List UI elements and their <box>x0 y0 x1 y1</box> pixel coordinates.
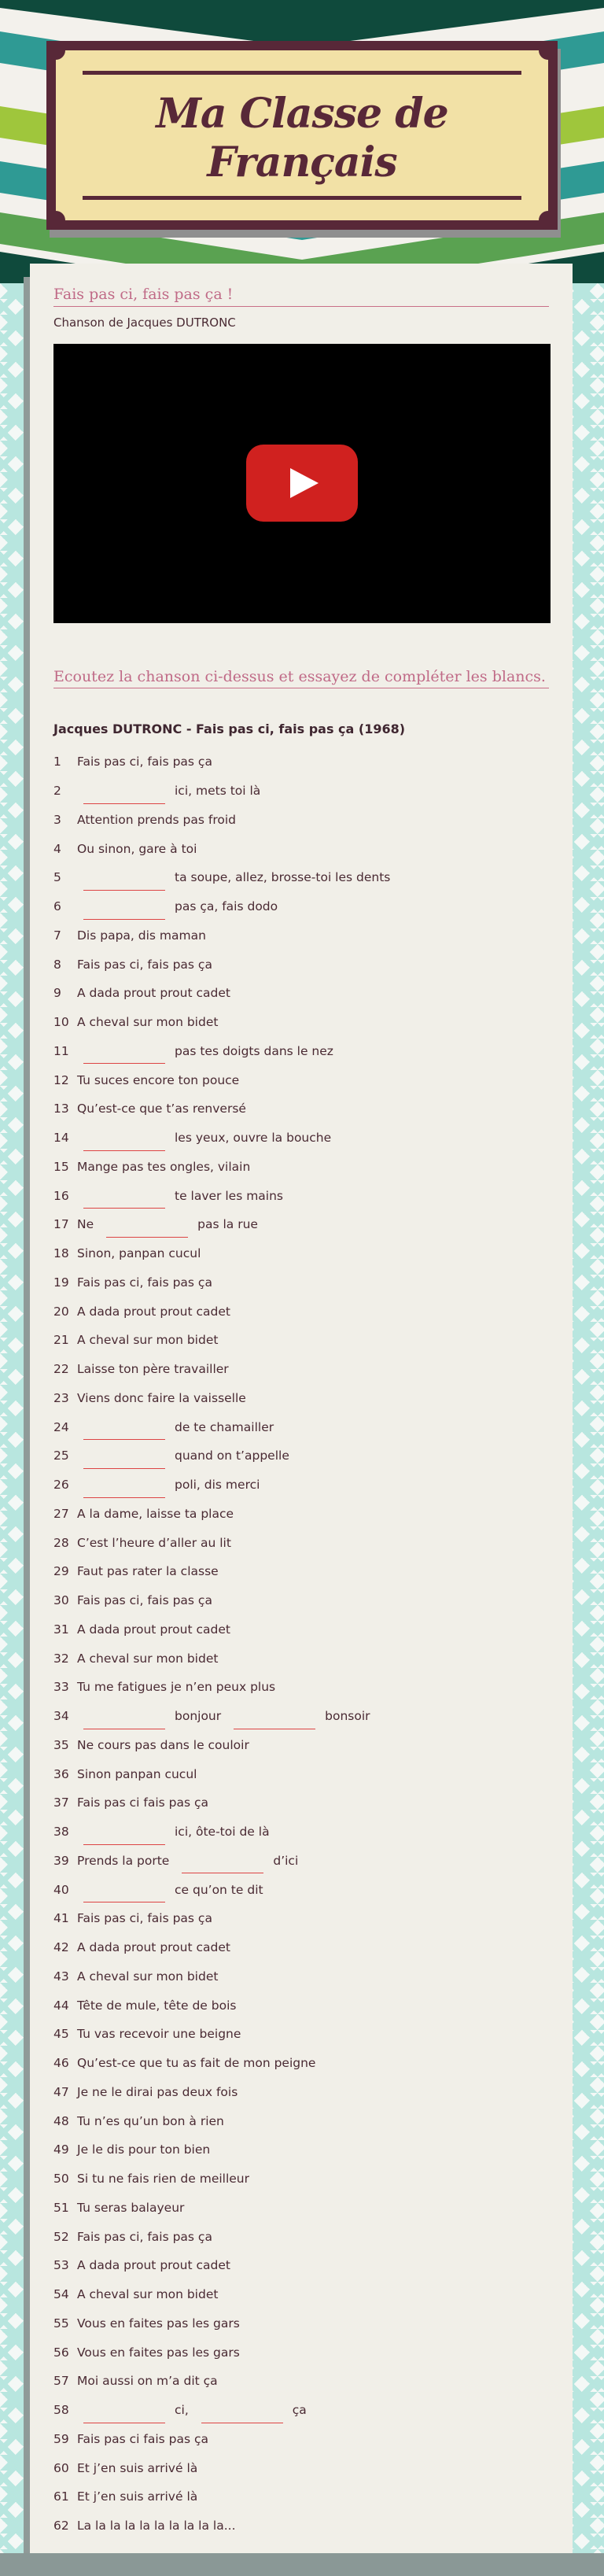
lyric-line <box>53 2222 557 2251</box>
lyric-text: ici, mets toi là <box>175 784 261 799</box>
lyric-text: Fais pas ci, fais pas ça <box>77 755 212 769</box>
lyric-line <box>53 1181 557 1210</box>
lyric-line <box>53 1991 557 2020</box>
lyric-text: Qu’est-ce que t’as renversé <box>77 1102 246 1116</box>
lyric-text: Et j’en suis arrivé là <box>77 2489 198 2504</box>
lyric-text: Qu’est-ce que tu as fait de mon peigne <box>77 2056 316 2071</box>
line-number: 32 <box>53 1651 69 1666</box>
lyric-line <box>53 2194 557 2223</box>
blank-input[interactable] <box>201 2402 283 2423</box>
line-number: 58 <box>53 2403 69 2418</box>
lyric-line <box>53 1586 557 1615</box>
lyric-line <box>53 1355 557 1384</box>
line-number: 24 <box>53 1419 69 1434</box>
blank-input[interactable] <box>83 1187 165 1209</box>
line-number: 6 <box>53 899 61 914</box>
line-number: 52 <box>53 2229 69 2244</box>
lyric-text: Sinon, panpan cucul <box>77 1246 201 1261</box>
lyrics-list <box>53 747 557 2541</box>
lyric-text: Laisse ton père travailler <box>77 1362 229 1377</box>
lyric-line <box>53 1094 557 1124</box>
lyric-text: Fais pas ci, fais pas ça <box>77 1911 212 1926</box>
lyric-line <box>53 921 557 950</box>
line-number: 16 <box>53 1188 69 1203</box>
line-number: 25 <box>53 1449 69 1463</box>
blank-input[interactable] <box>83 1881 165 1902</box>
lyric-text: Fais pas ci fais pas ça <box>77 1795 209 1810</box>
song-title: Jacques DUTRONC - Fais pas ci, fais pas ça (1968) <box>53 722 406 736</box>
footer-strip <box>0 2553 604 2576</box>
lyric-text: Tu suces encore ton pouce <box>77 1072 240 1087</box>
line-number: 37 <box>53 1795 69 1810</box>
lyric-line <box>53 2425 557 2454</box>
line-number: 31 <box>53 1622 69 1637</box>
lyric-text: Fais pas ci, fais pas ça <box>77 1593 212 1608</box>
site-title-line1: Ma Classe de <box>156 90 448 138</box>
lyric-text: A cheval sur mon bidet <box>77 1651 219 1666</box>
lyric-line <box>53 1268 557 1297</box>
lyric-line <box>53 1875 557 1904</box>
lyric-text: C’est l’heure d’aller au lit <box>77 1535 231 1550</box>
lyric-line <box>53 1037 557 1066</box>
content-card <box>30 264 573 2553</box>
lyric-text: Fais pas ci, fais pas ça <box>77 957 212 972</box>
video-player[interactable] <box>53 344 551 623</box>
lyric-line <box>53 2106 557 2135</box>
lyric-line <box>53 1500 557 1529</box>
lyric-text: Je ne le dirai pas deux fois <box>77 2084 238 2099</box>
line-number: 49 <box>53 2142 69 2157</box>
line-number: 48 <box>53 2113 69 2128</box>
lyric-text: Et j’en suis arrivé là <box>77 2460 198 2475</box>
lyric-line <box>53 1702 557 1731</box>
lyric-text: A dada prout prout cadet <box>77 986 230 1001</box>
lyric-text: de te chamailler <box>175 1419 274 1434</box>
lyric-text: Attention prends pas froid <box>77 812 236 827</box>
lyric-line <box>53 2396 557 2425</box>
lyric-line <box>53 2511 557 2541</box>
lyric-text: A la dame, laisse ta place <box>77 1506 234 1521</box>
lyric-text: les yeux, ouvre la bouche <box>175 1131 332 1146</box>
blank-input[interactable] <box>83 1824 165 1845</box>
line-number: 14 <box>53 1131 69 1146</box>
lyric-line <box>53 2020 557 2049</box>
lyric-text: bonsoir <box>325 1709 370 1724</box>
lyric-text: ci, <box>175 2403 189 2418</box>
lyric-text: A dada prout prout cadet <box>77 1304 230 1319</box>
lyric-line <box>53 1124 557 1153</box>
lyric-text: pas la rue <box>197 1217 258 1232</box>
lyric-line <box>53 1731 557 1760</box>
lyric-text: Tu seras balayeur <box>77 2200 185 2215</box>
line-number: 38 <box>53 1825 69 1840</box>
lyric-line <box>53 834 557 863</box>
lyric-text: Sinon panpan cucul <box>77 1766 197 1781</box>
line-number: 51 <box>53 2200 69 2215</box>
youtube-play-icon[interactable] <box>246 445 358 522</box>
lyric-text: pas ça, fais dodo <box>175 899 278 914</box>
line-number: 2 <box>53 784 61 799</box>
lyric-line <box>53 1818 557 1847</box>
lyric-line <box>53 1384 557 1413</box>
lyric-line <box>53 1153 557 1182</box>
line-number: 56 <box>53 2345 69 2360</box>
blank-input[interactable] <box>106 1216 188 1238</box>
lyric-line <box>53 2049 557 2078</box>
lyric-line <box>53 1239 557 1268</box>
line-number: 35 <box>53 1737 69 1752</box>
line-number: 50 <box>53 2172 69 2187</box>
line-number: 5 <box>53 870 61 885</box>
blank-input[interactable] <box>83 1448 165 1469</box>
line-number: 61 <box>53 2489 69 2504</box>
lyric-line <box>53 1759 557 1788</box>
lyric-text: ça <box>292 2403 307 2418</box>
line-number: 36 <box>53 1766 69 1781</box>
line-number: 4 <box>53 841 61 856</box>
line-number: 26 <box>53 1478 69 1493</box>
lyric-line <box>53 1673 557 1702</box>
blank-input[interactable] <box>83 1043 165 1064</box>
section-heading: Fais pas ci, fais pas ça ! <box>53 286 549 307</box>
lyric-line <box>53 1933 557 1962</box>
lyric-line <box>53 1008 557 1037</box>
lyric-text: Viens donc faire la vaisselle <box>77 1390 246 1405</box>
line-number: 22 <box>53 1362 69 1377</box>
line-number: 17 <box>53 1217 69 1232</box>
lyric-line <box>53 863 557 892</box>
lyric-line <box>53 2078 557 2107</box>
lyric-text: Tu me fatigues je n’en peux plus <box>77 1680 276 1695</box>
line-number: 59 <box>53 2431 69 2446</box>
lyric-line <box>53 979 557 1008</box>
blank-input[interactable] <box>234 1708 315 1729</box>
line-number: 44 <box>53 1998 69 2013</box>
lyric-text: A dada prout prout cadet <box>77 2258 230 2273</box>
lyric-line <box>53 1644 557 1673</box>
lyric-text: Moi aussi on m’a dit ça <box>77 2374 218 2389</box>
site-title-line2: Français <box>207 138 397 186</box>
lyric-line <box>53 1847 557 1876</box>
lyric-text: Fais pas ci fais pas ça <box>77 2431 209 2446</box>
line-number: 7 <box>53 928 61 943</box>
lyric-line <box>53 1904 557 1933</box>
lyric-text: A cheval sur mon bidet <box>77 1015 219 1030</box>
line-number: 57 <box>53 2374 69 2389</box>
line-number: 42 <box>53 1940 69 1955</box>
lyric-text: Tête de mule, tête de bois <box>77 1998 237 2013</box>
lyric-text: Vous en faites pas les gars <box>77 2316 240 2331</box>
lyric-line <box>53 1471 557 1500</box>
lyric-line <box>53 747 557 777</box>
line-number: 1 <box>53 755 61 769</box>
lyric-line <box>53 1788 557 1818</box>
lyric-line <box>53 2135 557 2165</box>
lyric-line <box>53 1297 557 1326</box>
site-title <box>56 90 548 187</box>
line-number: 12 <box>53 1072 69 1087</box>
lyric-text: Ou sinon, gare à toi <box>77 841 197 856</box>
line-number: 28 <box>53 1535 69 1550</box>
lyric-text: Mange pas tes ongles, vilain <box>77 1159 251 1174</box>
line-number: 41 <box>53 1911 69 1926</box>
blank-input[interactable] <box>83 1708 165 1729</box>
line-number: 27 <box>53 1506 69 1521</box>
lyric-text: A cheval sur mon bidet <box>77 2287 219 2302</box>
lyric-line <box>53 1615 557 1644</box>
lyric-text: La la la la la la la la la la... <box>77 2519 236 2534</box>
lyric-line <box>53 2482 557 2511</box>
blank-input[interactable] <box>83 1419 165 1440</box>
lyric-line <box>53 1412 557 1441</box>
lyric-text: Tu vas recevoir une beigne <box>77 2027 241 2042</box>
lyric-text: poli, dis merci <box>175 1478 260 1493</box>
exercise-instructions: Ecoutez la chanson ci-dessus et essayez de compléter les blancs. <box>53 668 549 688</box>
lyric-text: A dada prout prout cadet <box>77 1622 230 1637</box>
lyric-text: A dada prout prout cadet <box>77 1940 230 1955</box>
line-number: 54 <box>53 2287 69 2302</box>
lyric-text: Je le dis pour ton bien <box>77 2142 211 2157</box>
lyric-line <box>53 2367 557 2396</box>
lyric-line <box>53 2453 557 2482</box>
lyric-text: Si tu ne fais rien de meilleur <box>77 2172 250 2187</box>
line-number: 11 <box>53 1043 69 1058</box>
line-number: 19 <box>53 1275 69 1290</box>
header-banner <box>0 0 604 283</box>
title-plaque <box>46 41 558 230</box>
line-number: 47 <box>53 2084 69 2099</box>
lyric-line <box>53 1326 557 1355</box>
blank-input[interactable] <box>83 1477 165 1498</box>
lyric-line <box>53 1210 557 1239</box>
lyric-line <box>53 950 557 979</box>
lyric-text: Ne <box>77 1217 94 1232</box>
lyric-line <box>53 2338 557 2367</box>
line-number: 13 <box>53 1102 69 1116</box>
line-number: 8 <box>53 957 61 972</box>
blank-input[interactable] <box>83 899 165 920</box>
line-number: 46 <box>53 2056 69 2071</box>
line-number: 33 <box>53 1680 69 1695</box>
song-credit: Chanson de Jacques DUTRONC <box>53 316 236 330</box>
blank-input[interactable] <box>83 2402 165 2423</box>
blank-input[interactable] <box>83 1130 165 1151</box>
line-number: 20 <box>53 1304 69 1319</box>
line-number: 45 <box>53 2027 69 2042</box>
lyric-text: Vous en faites pas les gars <box>77 2345 240 2360</box>
line-number: 23 <box>53 1390 69 1405</box>
line-number: 60 <box>53 2460 69 2475</box>
lyric-line <box>53 2251 557 2280</box>
lyric-text: te laver les mains <box>175 1188 284 1203</box>
lyric-line <box>53 806 557 835</box>
lyric-text: Faut pas rater la classe <box>77 1564 219 1579</box>
line-number: 55 <box>53 2316 69 2331</box>
lyric-text: Fais pas ci, fais pas ça <box>77 1275 212 1290</box>
lyric-line <box>53 2309 557 2338</box>
lyric-text: A cheval sur mon bidet <box>77 1969 219 1984</box>
lyric-line <box>53 1962 557 1991</box>
lyric-text: Fais pas ci, fais pas ça <box>77 2229 212 2244</box>
line-number: 15 <box>53 1159 69 1174</box>
lyric-text: Prends la porte <box>77 1853 170 1868</box>
lyric-line <box>53 2165 557 2194</box>
line-number: 10 <box>53 1015 69 1030</box>
lyric-text: bonjour <box>175 1709 222 1724</box>
lyric-line <box>53 2280 557 2309</box>
blank-input[interactable] <box>83 783 165 804</box>
lyric-line <box>53 1065 557 1094</box>
line-number: 39 <box>53 1853 69 1868</box>
line-number: 34 <box>53 1709 69 1724</box>
lyric-text: ici, ôte-toi de là <box>175 1825 270 1840</box>
lyric-line <box>53 777 557 806</box>
lyric-text: Ne cours pas dans le couloir <box>77 1737 249 1752</box>
lyric-text: pas tes doigts dans le nez <box>175 1043 333 1058</box>
line-number: 29 <box>53 1564 69 1579</box>
lyric-text: ta soupe, allez, brosse-toi les dents <box>175 870 391 885</box>
blank-input[interactable] <box>182 1852 263 1873</box>
lyric-text: A cheval sur mon bidet <box>77 1333 219 1348</box>
lyric-text: d’ici <box>273 1853 299 1868</box>
blank-input[interactable] <box>83 869 165 891</box>
line-number: 18 <box>53 1246 69 1261</box>
line-number: 40 <box>53 1882 69 1897</box>
line-number: 30 <box>53 1593 69 1608</box>
line-number: 9 <box>53 986 61 1001</box>
line-number: 21 <box>53 1333 69 1348</box>
lyric-line <box>53 1528 557 1557</box>
lyric-line <box>53 892 557 921</box>
lyric-line <box>53 1557 557 1586</box>
line-number: 43 <box>53 1969 69 1984</box>
line-number: 3 <box>53 812 61 827</box>
lyric-text: Tu n’es qu’un bon à rien <box>77 2113 224 2128</box>
line-number: 62 <box>53 2519 69 2534</box>
lyric-text: quand on t’appelle <box>175 1449 289 1463</box>
lyric-text: ce qu’on te dit <box>175 1882 263 1897</box>
lyric-text: Dis papa, dis maman <box>77 928 206 943</box>
lyric-line <box>53 1441 557 1471</box>
line-number: 53 <box>53 2258 69 2273</box>
